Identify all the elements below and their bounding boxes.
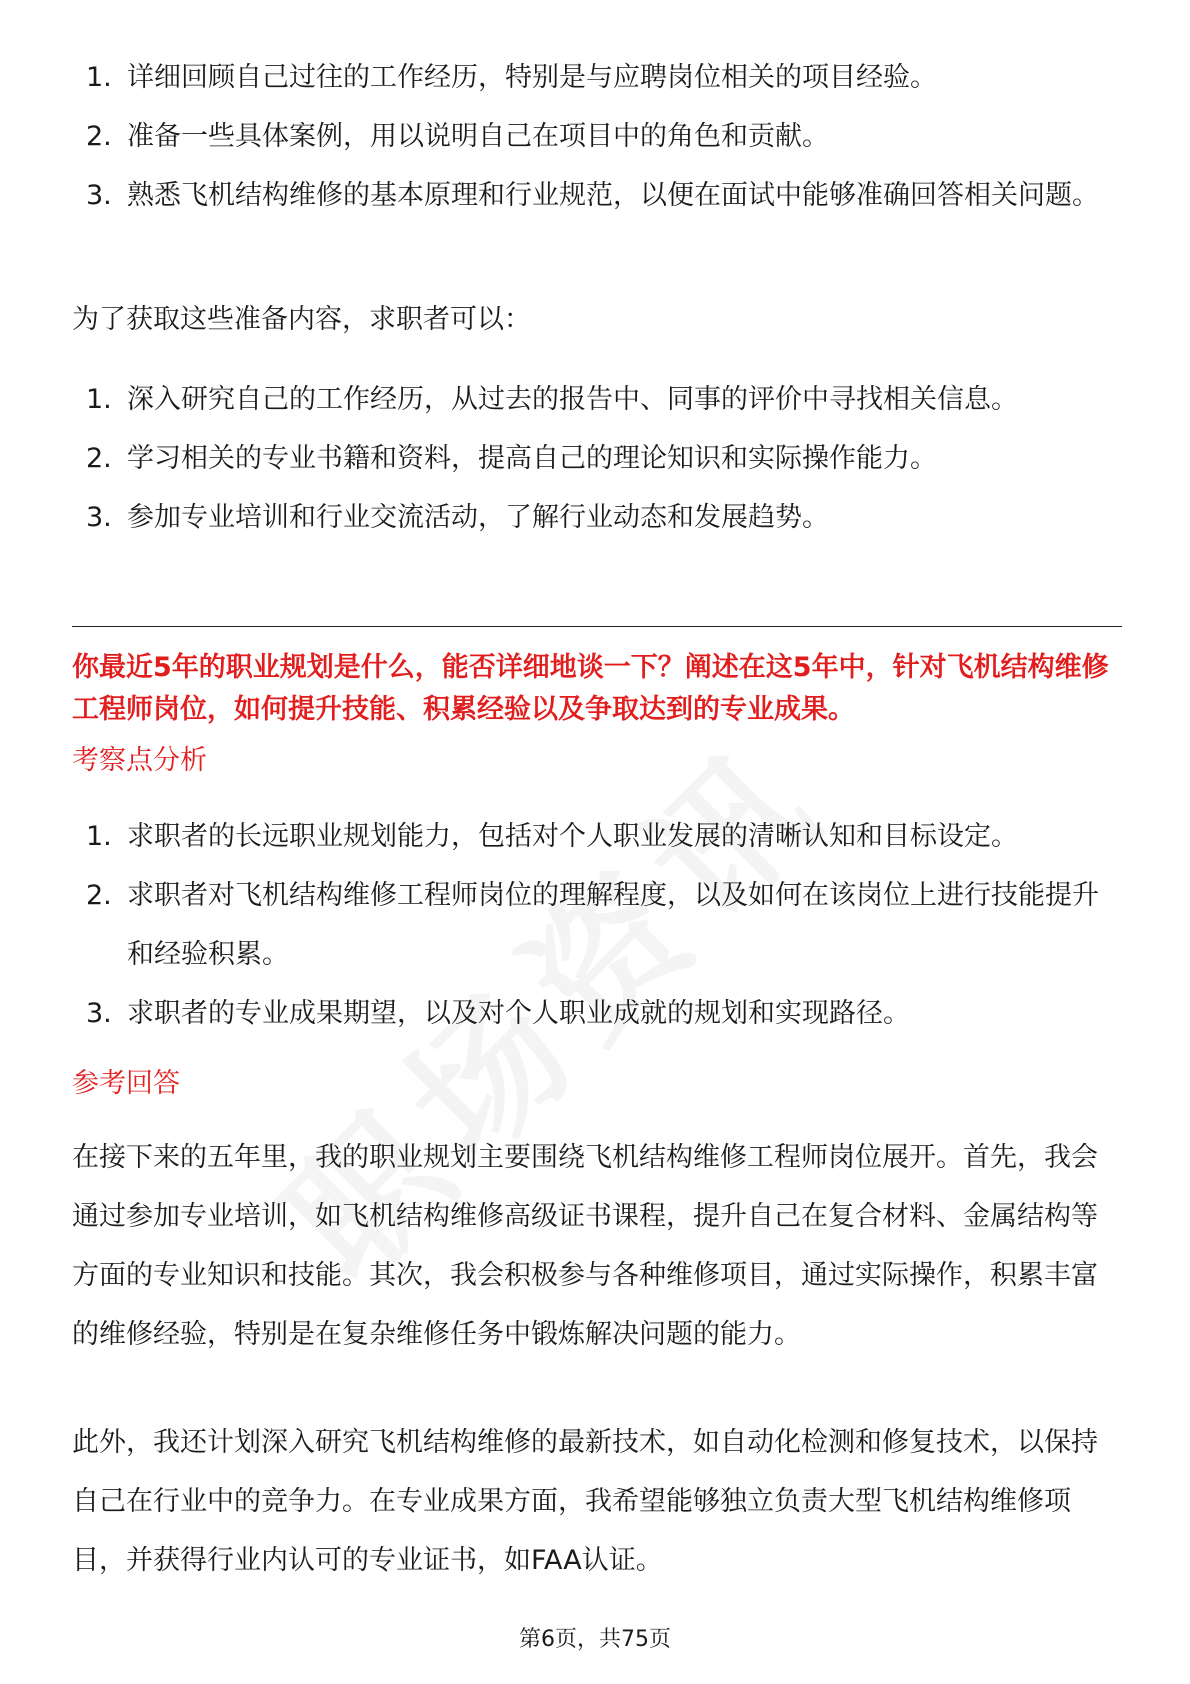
list-item: 3. 参加专业培训和行业交流活动，了解行业动态和发展趋势。	[86, 502, 829, 533]
list-item: 2. 准备一些具体案例，用以说明自己在项目中的角色和贡献。	[86, 121, 829, 152]
question-heading: 你最近5年的职业规划是什么，能否详细地谈一下？阐述在这5年中，针对飞机结构维修工程师岗位，如何提升技能、积累经验以及争取达到的专业成果。	[72, 652, 1109, 725]
list-item: 1. 深入研究自己的工作经历，从过去的报告中、同事的评价中寻找相关信息。	[86, 384, 1018, 415]
section-divider	[72, 626, 1122, 627]
answer-heading: 参考回答	[72, 1068, 180, 1099]
answer-paragraph-1: 在接下来的五年里，我的职业规划主要围绕飞机结构维修工程师岗位展开。首先，我会通过参加专业培训，如飞机结构维修高级证书课程，提升自己在复合材料、金属结构等方面的专业知识和技能。其次，我会积极参与各种维修项目，通过实际操作，积累丰富的维修经验，特别是在复杂维修任务中锻炼解决问题的能力。	[72, 1142, 1098, 1350]
prep-list	[72, 370, 1122, 547]
intro-list	[72, 48, 1122, 225]
list-item: 3. 熟悉飞机结构维修的基本原理和行业规范，以便在面试中能够准确回答相关问题。	[86, 180, 1099, 211]
list-item: 3. 求职者的专业成果期望，以及对个人职业成就的规划和实现路径。	[86, 998, 910, 1029]
list-item: 1. 详细回顾自己过往的工作经历，特别是与应聘岗位相关的项目经验。	[86, 62, 937, 93]
analysis-heading: 考察点分析	[72, 745, 207, 776]
list-item: 2. 求职者对飞机结构维修工程师岗位的理解程度，以及如何在该岗位上进行技能提升和经验积累。	[86, 880, 1099, 970]
page-number: 第6页，共75页	[519, 1627, 671, 1652]
prep-intro: 为了获取这些准备内容，求职者可以：	[72, 304, 531, 335]
analysis-list	[72, 807, 1122, 1043]
list-item: 1. 求职者的长远职业规划能力，包括对个人职业发展的清晰认知和目标设定。	[86, 821, 1018, 852]
list-item: 2. 学习相关的专业书籍和资料，提高自己的理论知识和实际操作能力。	[86, 443, 937, 474]
answer-paragraph-2: 此外，我还计划深入研究飞机结构维修的最新技术，如自动化检测和修复技术，以保持自己在行业中的竞争力。在专业成果方面，我希望能够独立负责大型飞机结构维修项目，并获得行业内认可的专业证书，如FAA认证。	[72, 1427, 1098, 1576]
